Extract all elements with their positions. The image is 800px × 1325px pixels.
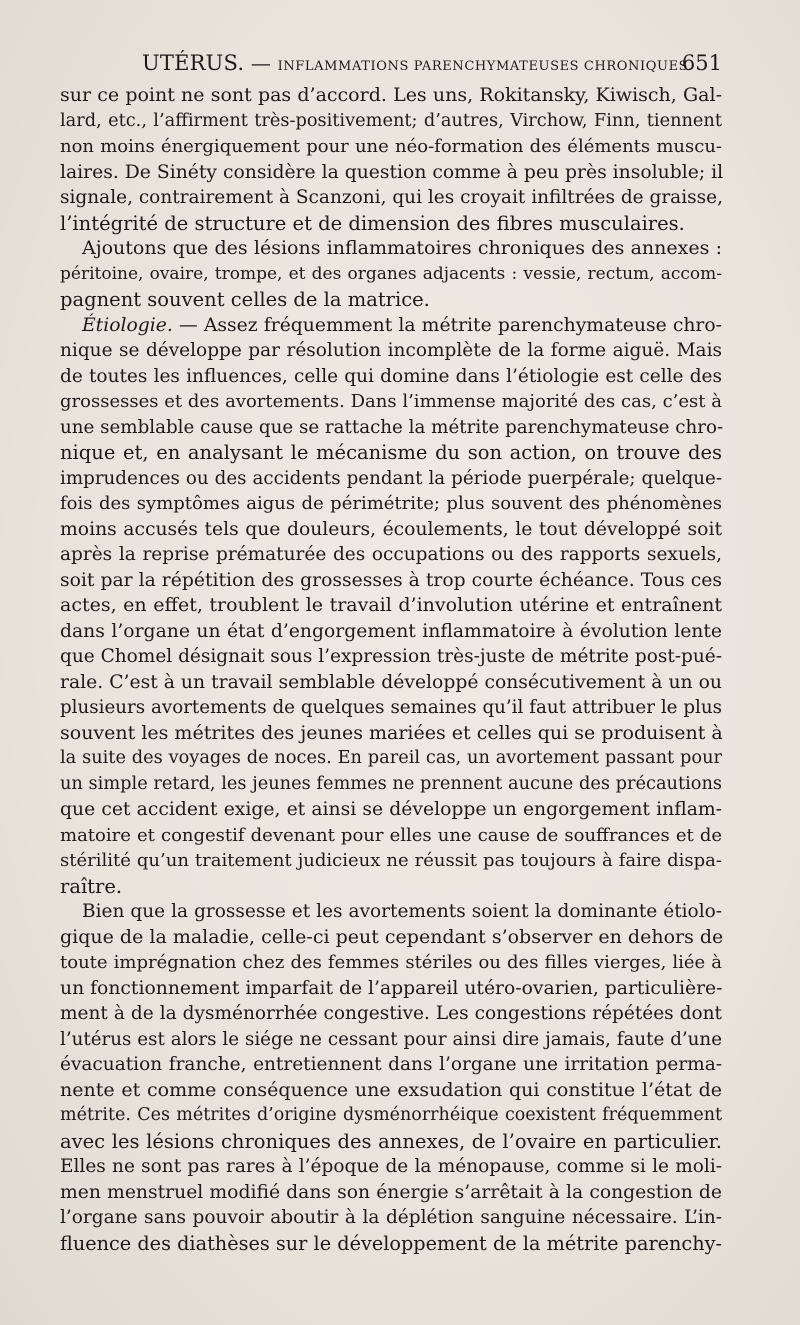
text-line: soit par la répétition des grossesses à trop courte échéance. Tous ces <box>60 569 722 591</box>
text-line: nique et, en analysant le mécanisme du son action, on trouve des <box>60 441 722 464</box>
text-line: un simple retard, les jeunes femmes ne prennent aucune des précautions <box>60 773 722 794</box>
text-line: imprudences ou des accidents pendant la période puerpérale; quelque- <box>60 467 722 489</box>
text-line: matoire et congestif devenant pour elles une cause de souffrances et de <box>60 824 722 846</box>
text-line: gique de la maladie, celle-ci peut cependant s’observer en dehors de <box>60 925 724 948</box>
running-title-sub: INFLAMMATIONS PARENCHYMATEUSES CHRONIQUES. <box>277 59 693 74</box>
text-line: de toutes les influences, celle qui domine dans l’étiologie est celle des <box>60 365 722 387</box>
text-line: ment à de la dysménorrhée congestive. Les congestions répétées dont <box>60 1003 722 1024</box>
text-line: plusieurs avortements de quelques semaines qu’il faut attribuer le plus <box>60 697 722 718</box>
text-line: actes, en effet, troublent le travail d’involution utérine et entraînent <box>60 594 722 616</box>
text-line: toute imprégnation chez des femmes stériles ou des filles vierges, liée à <box>60 952 722 973</box>
page-number: 651 <box>681 51 722 75</box>
page-header <box>60 46 722 80</box>
text-line: moins accusés tels que douleurs, écoulements, le tout développé soit <box>60 518 722 540</box>
text-line: métrite. Ces métrites d’origine dysménorrhéique coexistent fréquemment <box>60 1105 722 1125</box>
text-line: rale. C’est à un travail semblable développé consécutivement à un ou <box>60 671 722 693</box>
text-line: après la reprise prématurée des occupations ou des rapports sexuels, <box>60 544 722 565</box>
text-line: sur ce point ne sont pas d’accord. Les uns, Rokitansky, Kiwisch, Gal- <box>60 84 722 106</box>
text-line: men menstruel modifié dans son énergie s’arrêtait à la congestion de <box>60 1181 722 1203</box>
text-line: laires. De Sinéty considère la question comme à peu près insoluble; il <box>60 161 724 183</box>
text-line: l’organe sans pouvoir aboutir à la déplétion sanguine nécessaire. L’in- <box>60 1207 722 1228</box>
text-line: l’intégrité de structure et de dimension des fibres musculaires. <box>60 211 685 235</box>
text-line: grossesses et des avortements. Dans l’immense majorité des cas, c’est à <box>60 391 722 412</box>
text-line: raître. <box>60 874 123 898</box>
text-line: un fonctionnement imparfait de l’appareil utéro-ovarien, particulière- <box>60 977 723 999</box>
text-line: fois des symptômes aigus de périmétrite; plus souvent des phénomènes <box>60 493 722 514</box>
running-title-dash: — <box>244 51 278 75</box>
text-line-etiologie <box>60 313 722 339</box>
section-heading-etiologie: Étiologie. <box>82 314 173 336</box>
text-line: une semblable cause que se rattache la métrite parenchymateuse chro- <box>60 416 724 438</box>
text-line: évacuation franche, entretiennent dans l’organe une irritation perma- <box>60 1054 722 1075</box>
text-line: nique se développe par résolution incomplète de la forme aiguë. Mais <box>60 340 722 361</box>
section-heading-continuation: — Assez fréquemment la métrite parenchymateuse chro- <box>172 314 722 336</box>
text-line: fluence des diathèses sur le développement de la métrite parenchy- <box>60 1231 722 1255</box>
text-line: signale, contrairement à Scanzoni, qui les croyait infiltrées de graisse, <box>60 187 723 208</box>
text-line: souvent les métrites des jeunes mariées et celles qui se produisent à <box>60 721 723 744</box>
running-title-main: UTÉRUS. <box>142 51 245 75</box>
text-line: la suite des voyages de noces. En pareil cas, un avortement passant pour <box>60 748 722 768</box>
text-line: Elles ne sont pas rares à l’époque de la ménopause, comme si le moli- <box>60 1156 722 1177</box>
text-line: péritoine, ovaire, trompe, et des organes adjacents : vessie, rectum, accom- <box>60 263 722 284</box>
text-line: Ajoutons que des lésions inflammatoires chroniques des annexes : <box>82 237 722 259</box>
text-line: avec les lésions chroniques des annexes, de l’ovaire en particulier. <box>60 1129 722 1153</box>
body-text <box>60 83 722 1256</box>
text-line: lard, etc., l’affirment très-positivement; d’autres, Virchow, Finn, tiennent <box>60 110 722 131</box>
text-line: que Chomel désignait sous l’expression très-juste de métrite post-pué- <box>60 646 722 667</box>
text-line: non moins énergiquement pour une néo-formation des éléments muscu- <box>60 136 722 157</box>
text-line: l’utérus est alors le siége ne cessant pour ainsi dire jamais, faute d’une <box>60 1028 722 1050</box>
text-line: nente et comme conséquence une exsudation qui constitue l’état de <box>60 1078 722 1101</box>
running-title <box>142 46 692 84</box>
text-line: Bien que la grossesse et les avortements soient la dominante étiolo- <box>82 901 722 922</box>
text-line: dans l’organe un état d’engorgement inflammatoire à évolution lente <box>60 620 722 642</box>
text-line: que cet accident exige, et ainsi se développe un engorgement inflam- <box>60 799 722 820</box>
text-line: stérilité qu’un traitement judicieux ne réussit pas toujours à faire dispa- <box>60 850 722 871</box>
text-line: pagnent souvent celles de la matrice. <box>60 288 430 311</box>
